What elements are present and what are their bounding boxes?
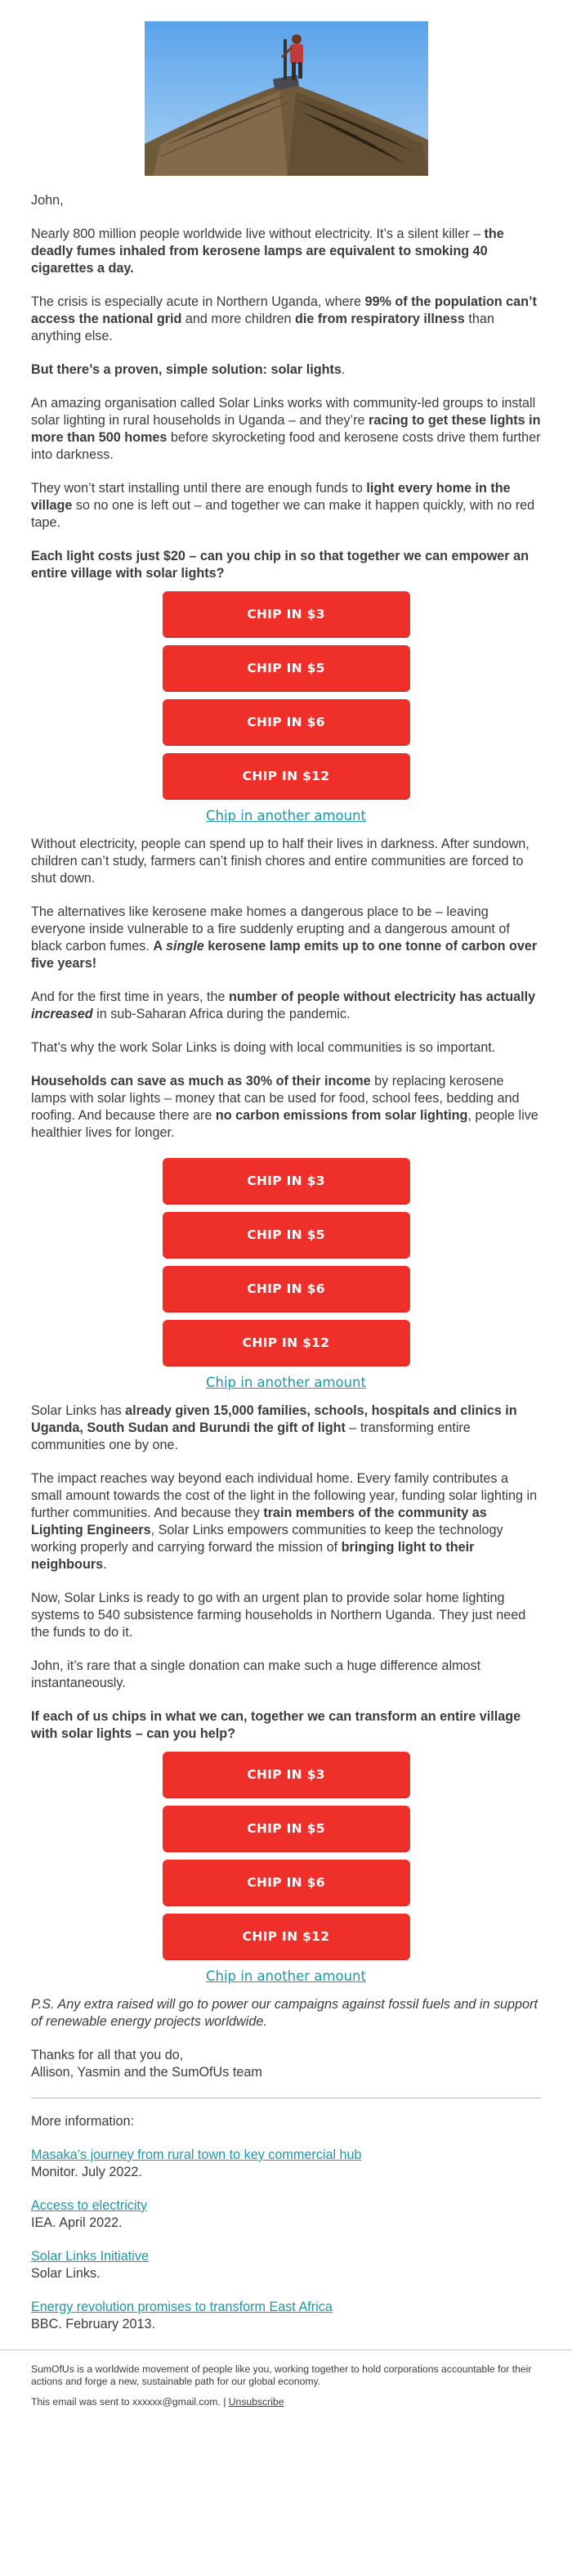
paragraph-rare: John, it’s rare that a single donation can make such a huge difference almost instantaneously. xyxy=(31,1658,481,1690)
footer-sent-text: This email was sent to xxxxxx@gmail.com. | xyxy=(31,2396,229,2408)
donation-buttons xyxy=(163,1752,410,1960)
chip-in-other-amount-link[interactable]: Chip in another amount xyxy=(205,808,366,824)
reference-source: Monitor. July 2022. xyxy=(31,2165,142,2179)
text-span: They won’t start installing until there are enough funds to xyxy=(31,481,367,496)
more-info-heading: More information: xyxy=(31,2114,134,2129)
paragraph-pandemic xyxy=(31,989,541,1023)
ask-heading: If each of us chips in what we can, together we can transform an entire village with solar lights – can you help? xyxy=(31,1709,521,1741)
chip-in-other-amount-link[interactable]: Chip in another amount xyxy=(205,1968,366,1984)
text-span: The alternatives like kerosene make homes a dangerous place to be – leaving everyone inside vulnerable to a fire suddenly erupting and a dangerous amount of black carbon fumes. xyxy=(31,904,510,954)
paragraph-plan: Now, Solar Links is ready to go with an urgent plan to provide solar home lighting systems to 540 subsistence farming households in Northern Uganda. They just need the funds to do it. xyxy=(31,1591,526,1640)
signoff xyxy=(31,2047,541,2081)
chip-in-5-button[interactable]: CHIP IN $5 xyxy=(163,1212,410,1259)
donation-buttons xyxy=(163,591,410,800)
text-span: . xyxy=(341,362,346,377)
reference-link[interactable]: Access to electricity xyxy=(31,2198,148,2213)
text-span: A xyxy=(153,939,166,954)
text-span: An amazing organisation called Solar Links works with community-led groups to install solar lighting in rural households in Uganda – and they’re xyxy=(31,396,536,428)
bold-text: no carbon emissions from solar lighting xyxy=(215,1108,468,1123)
paragraph-savings xyxy=(31,1073,541,1142)
reference-link[interactable]: Masaka’s journey from rural town to key commercial hub xyxy=(31,2147,362,2162)
signoff-line: Thanks for all that you do, xyxy=(31,2048,184,2062)
text-span: and more children xyxy=(181,312,295,326)
chip-in-12-button[interactable]: CHIP IN $12 xyxy=(163,1914,410,1960)
text-span: The impact reaches way beyond each individual home. Every family contributes a small amount towards the cost of the light in the following year, funding solar lighting in further communities. And because they xyxy=(31,1471,538,1520)
signoff-signature: Allison, Yasmin and the SumOfUs team xyxy=(31,2065,262,2080)
reference-source: BBC. February 2013. xyxy=(31,2317,156,2331)
paragraph-crisis xyxy=(31,294,541,345)
reference-source: Solar Links. xyxy=(31,2266,101,2281)
bold-text: the deadly fumes inhaled from kerosene lamps are equivalent to smoking 40 cigarettes a day. xyxy=(31,227,504,276)
reference-item xyxy=(31,2197,541,2232)
text-span: , people live healthier lives for longer. xyxy=(31,1108,538,1140)
chip-in-12-button[interactable]: CHIP IN $12 xyxy=(163,753,410,800)
chip-in-6-button[interactable]: CHIP IN $6 xyxy=(163,1266,410,1313)
chip-in-5-button[interactable]: CHIP IN $5 xyxy=(163,1806,410,1852)
bold-text: 99% of the population can’t access the national grid xyxy=(31,294,537,326)
reference-source: IEA. April 2022. xyxy=(31,2215,123,2230)
italic-text: single xyxy=(165,939,204,954)
text-span: Solar Links has xyxy=(31,1403,126,1418)
email-body xyxy=(0,192,572,2333)
chip-in-6-button[interactable]: CHIP IN $6 xyxy=(163,699,410,746)
reference-item xyxy=(31,2147,541,2181)
chip-in-3-button[interactable]: CHIP IN $3 xyxy=(163,1752,410,1798)
greeting: John, xyxy=(31,193,64,208)
text-span: Nearly 800 million people worldwide live without electricity. It’s a silent killer – xyxy=(31,227,485,241)
footer-about: SumOfUs is a worldwide movement of people like you, working together to hold corporations accountable for their actions and forge a new, sustainable path for our global economy. xyxy=(31,2363,532,2387)
paragraph-funds xyxy=(31,480,541,532)
bold-text: die from respiratory illness xyxy=(295,312,465,326)
paragraph-solution xyxy=(31,361,541,379)
bold-text: Households can save as much as 30% of their income xyxy=(31,1074,371,1088)
donation-buttons xyxy=(163,1158,410,1367)
email-page xyxy=(0,21,572,2433)
chip-in-3-button[interactable]: CHIP IN $3 xyxy=(163,591,410,638)
paragraph-impact-reach xyxy=(31,1470,541,1573)
text-span: – transforming entire communities one by one. xyxy=(31,1420,471,1452)
text-span: by replacing kerosene lamps with solar lights – money that can be used for food, school fees, bedding and roofing. And because there are xyxy=(31,1074,520,1123)
text-span: in sub-Saharan Africa during the pandemic. xyxy=(92,1007,351,1021)
bold-text: train members of the community as Lighting Engineers xyxy=(31,1506,487,1537)
reference-item xyxy=(31,2248,541,2282)
paragraph-important: That’s why the work Solar Links is doing with local communities is so important. xyxy=(31,1040,496,1055)
unsubscribe-link[interactable]: Unsubscribe xyxy=(228,2396,284,2408)
bold-text: already given 15,000 families, schools, hospitals and clinics in Uganda, South Sudan and Burundi the gift of light xyxy=(31,1403,517,1435)
footer-sent-to xyxy=(31,2396,541,2408)
paragraph-impact-given xyxy=(31,1402,541,1454)
paragraph-solar-links xyxy=(31,395,541,464)
text-span: so no one is left out – and together we can make it happen quickly, with no red tape. xyxy=(31,498,535,530)
bold-text: light every home in the village xyxy=(31,481,511,513)
postscript: P.S. Any extra raised will go to power our campaigns against fossil fuels and in support of renewable energy projects worldwide. xyxy=(31,1997,538,2029)
reference-link[interactable]: Solar Links Initiative xyxy=(31,2249,149,2264)
email-footer xyxy=(0,2349,572,2433)
ask-heading: Each light costs just $20 – can you chip in so that together we can empower an entire village with solar lights? xyxy=(31,549,529,581)
paragraph-kerosene xyxy=(31,904,541,972)
solar-roof-photo xyxy=(145,21,428,176)
chip-in-12-button[interactable]: CHIP IN $12 xyxy=(163,1320,410,1367)
text-span: kerosene lamp emits up to one tonne of carbon over five years! xyxy=(31,939,538,971)
text-span: number of people without electricity has actually xyxy=(229,990,536,1004)
reference-link[interactable]: Energy revolution promises to transform East Africa xyxy=(31,2300,333,2314)
text-span: And for the first time in years, the xyxy=(31,990,230,1004)
chip-in-5-button[interactable]: CHIP IN $5 xyxy=(163,645,410,692)
reference-item xyxy=(31,2299,541,2333)
hero-image xyxy=(145,21,428,176)
text-span: than anything else. xyxy=(31,312,494,343)
text-span: , Solar Links empowers communities to keep the technology working properly and carrying forward the mission of xyxy=(31,1523,503,1555)
text-span: The crisis is especially acute in Northern Uganda, where xyxy=(31,294,365,309)
bold-text: But there’s a proven, simple solution: solar lights xyxy=(31,362,342,377)
bold-text: racing to get these lights in more than 500 homes xyxy=(31,413,541,445)
chip-in-6-button[interactable]: CHIP IN $6 xyxy=(163,1860,410,1906)
text-span: before skyrocketing food and kerosene costs drive them further into darkness. xyxy=(31,430,541,462)
text-span: . xyxy=(103,1557,107,1572)
paragraph-intro xyxy=(31,226,541,277)
paragraph-darkness: Without electricity, people can spend up to half their lives in darkness. After sundown, children can’t study, farmers can’t finish chores and entire communities are forced to shut down. xyxy=(31,837,530,886)
chip-in-other-amount-link[interactable]: Chip in another amount xyxy=(205,1375,366,1390)
chip-in-3-button[interactable]: CHIP IN $3 xyxy=(163,1158,410,1205)
bold-text: bringing light to their neighbours xyxy=(31,1540,475,1572)
italic-text: increased xyxy=(31,1007,93,1021)
